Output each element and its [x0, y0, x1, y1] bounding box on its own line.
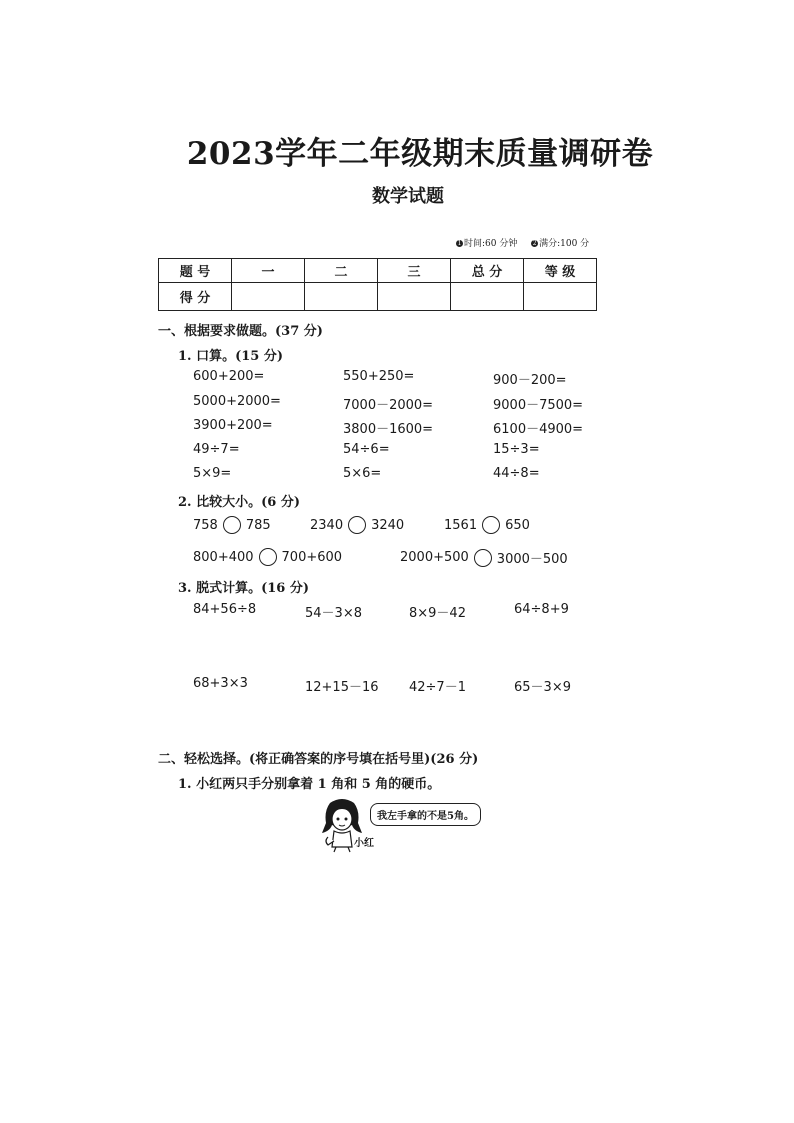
- score-header-cell: 总 分: [451, 259, 524, 283]
- compare-left: 758: [193, 517, 218, 533]
- step-calc-item: 68+3×3: [193, 676, 248, 691]
- compare-item: [193, 516, 271, 534]
- score-header-cell: 一: [232, 259, 305, 283]
- score-cell[interactable]: [232, 283, 305, 311]
- oral-calc-item: 900－200=: [493, 373, 567, 388]
- compare-right: 650: [505, 517, 530, 533]
- compare-circle[interactable]: [223, 516, 241, 534]
- oral-calc-item: 49÷7=: [193, 442, 240, 457]
- step-calc-item: 54－3×8: [305, 606, 362, 621]
- oral-calc-item: 3800－1600=: [343, 422, 434, 437]
- exam-title: 2023学年二年级期末质量调研卷: [186, 136, 654, 172]
- oral-calc-item: 5000+2000=: [193, 394, 281, 409]
- oral-calc-item: 3900+200=: [193, 418, 273, 433]
- compare-circle[interactable]: [259, 548, 277, 566]
- compare-right: 785: [245, 517, 271, 533]
- compare-left: 2000+500: [400, 550, 469, 565]
- score-header-cell: 二: [305, 259, 378, 283]
- q1-title: 1. 口算。(15 分): [178, 349, 284, 364]
- compare-circle[interactable]: [482, 516, 500, 534]
- step-calc-item: 65－3×9: [514, 680, 571, 695]
- compare-left: 800+400: [193, 549, 254, 565]
- score-table: [158, 258, 597, 311]
- q3-title: 3. 脱式计算。(16 分): [178, 581, 310, 596]
- step-calc-item: 64÷8+9: [514, 602, 569, 617]
- exam-subtitle: 数学试题: [372, 186, 444, 207]
- compare-item: [310, 516, 404, 534]
- compare-right: 3000－500: [496, 552, 568, 567]
- score-header-cell: 三: [378, 259, 451, 283]
- time-marker: 1: [457, 240, 462, 247]
- compare-right: 700+600: [281, 549, 343, 565]
- oral-calc-item: 6100－4900=: [493, 422, 584, 437]
- compare-circle[interactable]: [348, 516, 366, 534]
- exam-meta: [456, 236, 589, 249]
- s2-q1-title: 1. 小红两只手分别拿着 1 角和 5 角的硬币。: [178, 777, 441, 792]
- score-cell[interactable]: [378, 283, 451, 311]
- compare-item: [193, 548, 342, 566]
- speech-bubble: 我左手拿的不是5角。: [370, 803, 481, 826]
- score-cell[interactable]: [305, 283, 378, 311]
- score-label: 满分:100 分: [539, 239, 590, 249]
- score-cell[interactable]: [524, 283, 597, 311]
- score-row-label: 得 分: [159, 283, 232, 311]
- score-header-cell: 题 号: [159, 259, 232, 283]
- section1-title: 一、根据要求做题。(37 分): [158, 324, 323, 339]
- oral-calc-item: 5×6=: [343, 466, 382, 481]
- step-calc-item: 84+56÷8: [193, 602, 257, 617]
- oral-calc-item: 600+200=: [193, 369, 265, 384]
- oral-calc-item: 5×9=: [193, 466, 232, 481]
- oral-calc-item: 54÷6=: [343, 442, 390, 457]
- score-marker: 2: [532, 240, 537, 247]
- q2-title: 2. 比较大小。(6 分): [178, 495, 300, 510]
- oral-calc-item: 550+250=: [343, 369, 415, 384]
- step-calc-item: 42÷7－1: [409, 680, 466, 695]
- oral-calc-item: 15÷3=: [493, 442, 540, 457]
- time-label: 时间:60 分钟: [464, 239, 518, 249]
- section2-title: 二、轻松选择。(将正确答案的序号填在括号里)(26 分): [158, 752, 479, 767]
- character-name: 小红: [354, 838, 374, 849]
- step-calc-item: 12+15－16: [305, 680, 379, 695]
- step-calc-item: 8×9－42: [409, 606, 466, 621]
- compare-circle[interactable]: [474, 549, 492, 567]
- score-header-cell: 等 级: [524, 259, 597, 283]
- compare-left: 2340: [310, 517, 344, 533]
- compare-item: [400, 548, 568, 567]
- compare-right: 3240: [371, 517, 405, 533]
- compare-item: [444, 516, 530, 534]
- score-cell[interactable]: [451, 283, 524, 311]
- oral-calc-item: 9000－7500=: [493, 398, 584, 413]
- compare-left: 1561: [444, 517, 478, 533]
- oral-calc-item: 44÷8=: [493, 466, 540, 481]
- oral-calc-item: 7000－2000=: [343, 398, 434, 413]
